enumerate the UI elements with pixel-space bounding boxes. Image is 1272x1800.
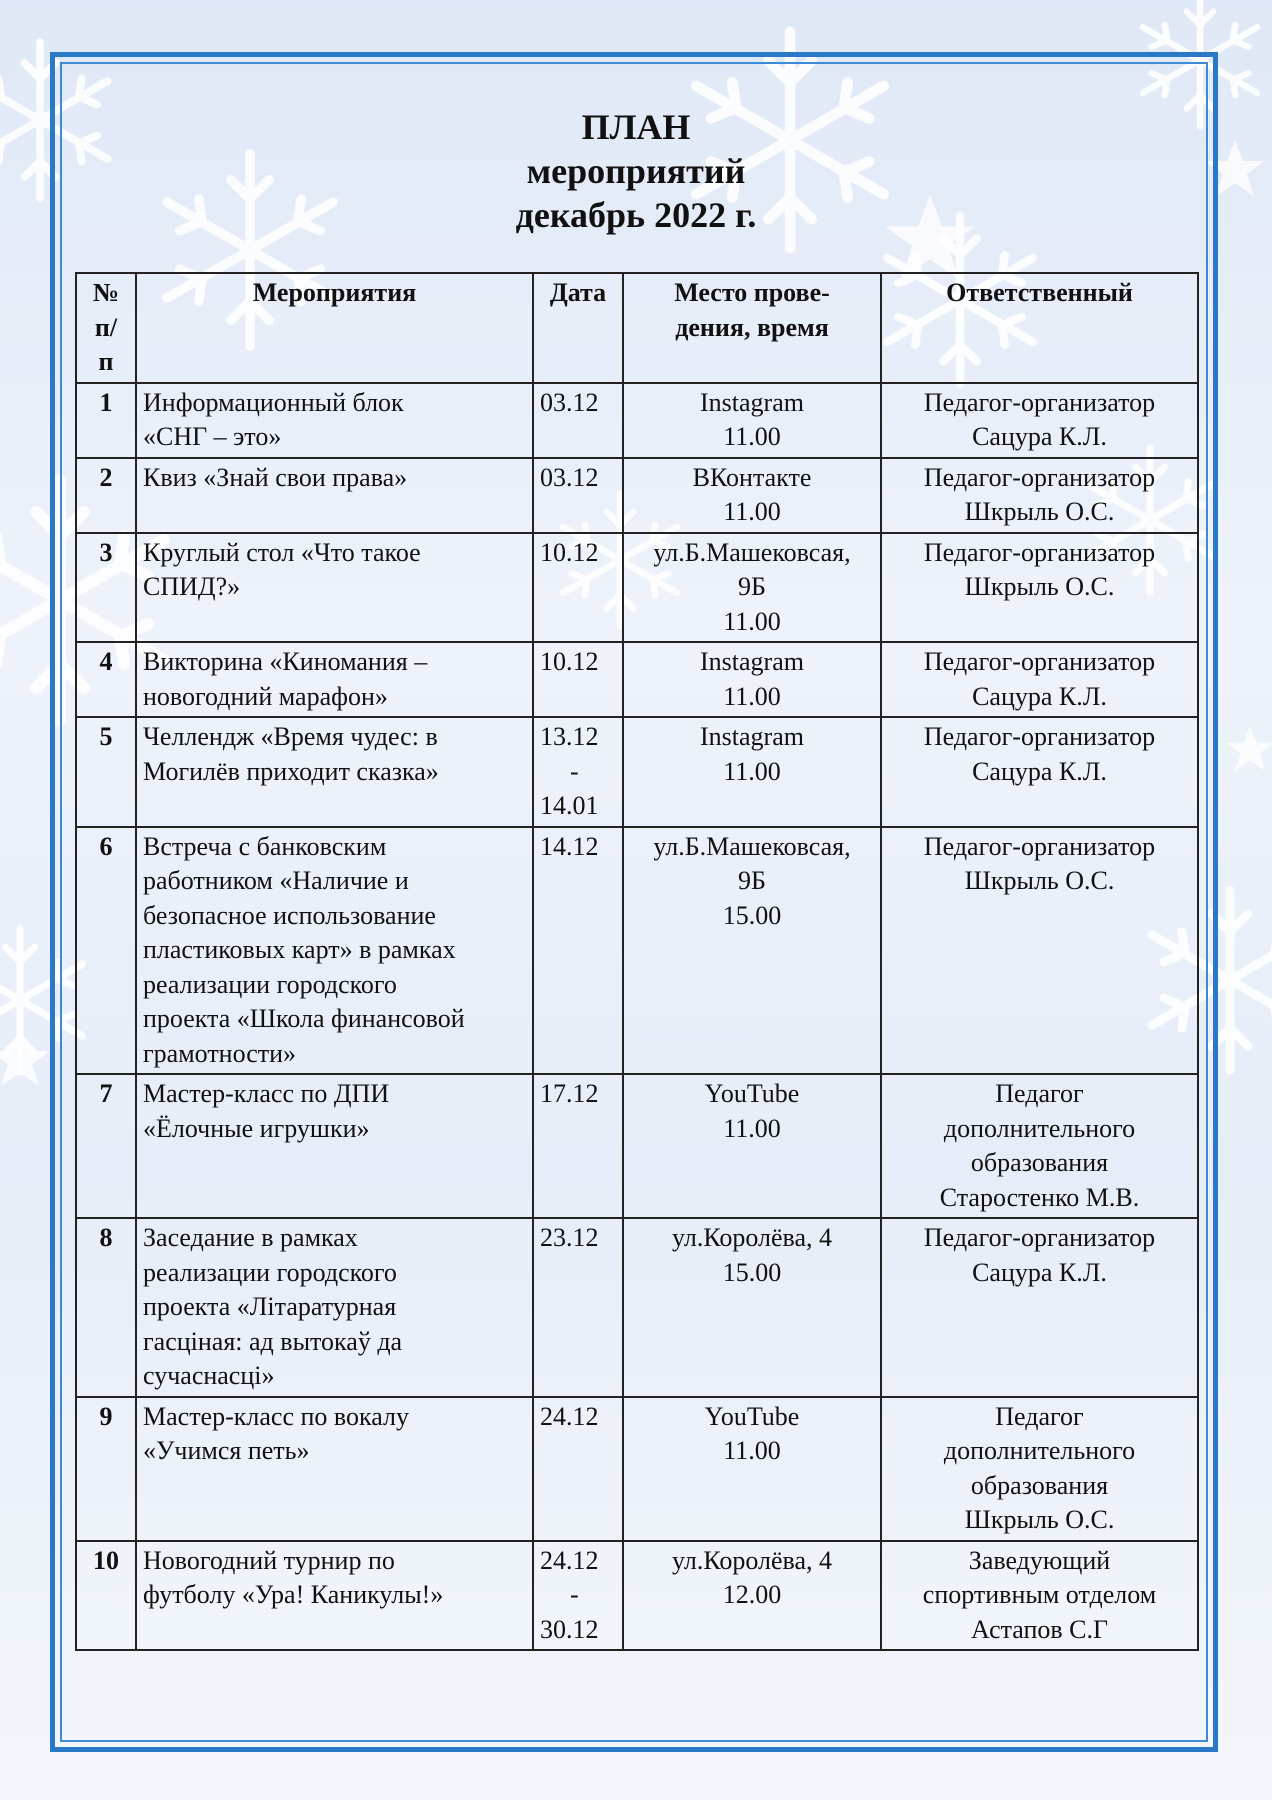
event-responsible-line: Сацура К.Л.: [972, 756, 1107, 786]
event-title: [136, 1541, 533, 1651]
event-title-line: Викторина «Киномания –: [143, 647, 428, 676]
event-responsible-line: Астапов С.Г: [970, 1614, 1109, 1644]
event-place-line: 11.00: [723, 606, 781, 636]
event-title: [136, 717, 533, 827]
title-line-2: мероприятий: [526, 151, 746, 191]
event-title-line: проекта «Літаратурная: [143, 1292, 397, 1321]
event-date: [533, 642, 623, 717]
event-date: [533, 1397, 623, 1541]
header-event: Мероприятия: [136, 273, 533, 383]
row-number: 4: [76, 642, 136, 717]
event-date-line: 14.12: [540, 831, 599, 861]
event-place-line: YouTube: [704, 1401, 800, 1431]
event-responsible-line: Шкрыль О.С.: [964, 866, 1115, 895]
event-responsible-line: Педагог: [995, 1079, 1084, 1108]
event-responsible-line: Заведующий: [968, 1545, 1111, 1575]
event-title-line: «СНГ – это»: [143, 422, 282, 451]
event-title-line: Заседание в рамках: [143, 1223, 358, 1252]
header-responsible: Ответственный: [881, 273, 1198, 383]
event-place-line: 11.00: [723, 1113, 781, 1143]
event-title-line: новогодний марафон»: [143, 681, 388, 711]
table-row: [76, 1218, 1198, 1397]
event-place: [623, 383, 881, 458]
event-responsible: [881, 1074, 1198, 1218]
event-title-line: Могилёв приходит сказка»: [143, 756, 439, 786]
event-responsible-line: Педагог-организатор: [923, 537, 1156, 567]
event-place-line: ул.Б.Машековсая,: [653, 831, 851, 861]
event-date-line: 10.12: [540, 537, 599, 567]
event-place-line: ул.Б.Машековсая,: [653, 537, 851, 567]
event-title-line: Новогодний турнир по: [143, 1545, 395, 1575]
event-date-line: -: [570, 1580, 579, 1609]
event-title: [136, 827, 533, 1075]
event-place: [623, 717, 881, 827]
row-number: 8: [76, 1218, 136, 1397]
event-date-line: 10.12: [540, 647, 599, 676]
event-place-line: ВКонтакте: [692, 462, 812, 492]
event-title-line: грамотности»: [143, 1038, 297, 1068]
event-responsible-line: дополнительного: [943, 1113, 1136, 1143]
event-place-line: 15.00: [722, 1257, 782, 1287]
event-title-line: Информационный блок: [143, 387, 404, 417]
header-place-line: дения, время: [675, 312, 829, 342]
event-responsible-line: Педагог-организатор: [923, 1223, 1156, 1252]
table-row: [76, 1397, 1198, 1541]
event-responsible-line: Педагог-организатор: [923, 831, 1156, 861]
event-responsible-line: Шкрыль О.С.: [964, 497, 1115, 526]
event-date-line: 24.12: [540, 1401, 599, 1431]
event-place-line: 11.00: [723, 422, 781, 451]
event-responsible: [881, 642, 1198, 717]
event-responsible-line: Педагог-организатор: [923, 462, 1156, 492]
event-place-line: Instagram: [700, 647, 804, 676]
event-title-line: Встреча с банковским: [143, 831, 387, 861]
row-number: 5: [76, 717, 136, 827]
event-date-line: 30.12: [540, 1614, 599, 1644]
event-title: [136, 642, 533, 717]
event-place-line: ул.Королёва, 4: [671, 1223, 833, 1252]
event-title-line: «Ёлочные игрушки»: [143, 1113, 370, 1143]
event-place-line: 9Б: [738, 866, 766, 895]
event-title-line: Челлендж «Время чудес: в: [143, 722, 438, 751]
row-number: 9: [76, 1397, 136, 1541]
event-responsible-line: Сацура К.Л.: [972, 1257, 1107, 1287]
event-date-line: 14.01: [540, 791, 599, 820]
row-number: 10: [76, 1541, 136, 1651]
event-responsible: [881, 1397, 1198, 1541]
event-title-line: Мастер-класс по вокалу: [143, 1401, 409, 1431]
table-row: [76, 383, 1198, 458]
event-place-line: 9Б: [738, 572, 766, 601]
plan-title: [0, 105, 1272, 237]
event-place-line: ул.Королёва, 4: [671, 1545, 833, 1575]
event-title-line: «Учимся петь»: [143, 1436, 310, 1465]
event-title-line: пластиковых карт» в рамках: [143, 935, 456, 964]
event-place-line: 11.00: [723, 681, 781, 711]
header-number: [76, 273, 136, 383]
event-place: [623, 827, 881, 1075]
event-responsible-line: Шкрыль О.С.: [964, 1505, 1115, 1534]
event-responsible: [881, 458, 1198, 533]
event-place-line: 11.00: [723, 1436, 781, 1465]
event-place-line: 15.00: [722, 900, 782, 930]
header-date: Дата: [533, 273, 623, 383]
event-title: [136, 458, 533, 533]
event-title: [136, 1074, 533, 1218]
event-responsible-line: Педагог: [995, 1401, 1084, 1431]
event-responsible: [881, 1218, 1198, 1397]
row-number: 2: [76, 458, 136, 533]
events-table: [75, 272, 1199, 1651]
header-number-line: п/: [94, 312, 118, 342]
header-number-line: п: [98, 347, 114, 376]
event-responsible-line: дополнительного: [943, 1436, 1136, 1465]
event-date: [533, 1541, 623, 1651]
event-place: [623, 1397, 881, 1541]
event-responsible-line: Педагог-организатор: [923, 647, 1156, 676]
event-place: [623, 642, 881, 717]
event-place: [623, 1218, 881, 1397]
event-responsible: [881, 383, 1198, 458]
event-title-line: Квиз «Знай свои права»: [143, 462, 408, 492]
event-date: [533, 827, 623, 1075]
event-place-line: 11.00: [723, 756, 781, 786]
event-responsible-line: Старостенко М.В.: [939, 1182, 1140, 1212]
table-row: [76, 1074, 1198, 1218]
event-title-line: безопасное использование: [143, 900, 436, 930]
event-title-line: сучаснасці»: [143, 1361, 275, 1390]
event-title-line: реализации городского: [143, 969, 397, 999]
event-title-line: гасціная: ад вытокаў да: [143, 1326, 403, 1356]
event-title-line: футболу «Ура! Каникулы!»: [143, 1580, 444, 1609]
table-row: [76, 642, 1198, 717]
event-title: [136, 1397, 533, 1541]
table-row: [76, 827, 1198, 1075]
event-title-line: проекта «Школа финансовой: [143, 1004, 465, 1033]
event-place-line: Instagram: [700, 387, 804, 417]
event-responsible-line: Сацура К.Л.: [972, 681, 1107, 711]
event-title-line: работником «Наличие и: [143, 866, 409, 895]
title-line-1: ПЛАН: [581, 107, 691, 147]
event-responsible-line: Педагог-организатор: [923, 722, 1156, 751]
event-date-line: 17.12: [540, 1079, 599, 1108]
event-title: [136, 533, 533, 643]
event-date-line: 03.12: [540, 462, 599, 492]
event-responsible: [881, 717, 1198, 827]
event-date-line: -: [570, 756, 579, 786]
table-row: [76, 533, 1198, 643]
event-date: [533, 458, 623, 533]
event-place: [623, 1541, 881, 1651]
header-place-line: Место прове-: [674, 278, 830, 307]
event-place-line: 11.00: [723, 497, 781, 526]
header-place: [623, 273, 881, 383]
event-responsible-line: образования: [970, 1148, 1109, 1177]
table-row: [76, 458, 1198, 533]
event-responsible: [881, 533, 1198, 643]
table-row: [76, 1541, 1198, 1651]
event-title: [136, 1218, 533, 1397]
event-place: [623, 533, 881, 643]
row-number: 1: [76, 383, 136, 458]
event-place-line: YouTube: [704, 1079, 800, 1108]
event-date-line: 24.12: [540, 1545, 599, 1575]
event-responsible-line: Сацура К.Л.: [972, 422, 1107, 451]
event-date: [533, 533, 623, 643]
table-row: [76, 717, 1198, 827]
event-responsible: [881, 827, 1198, 1075]
event-responsible-line: спортивным отделом: [922, 1580, 1157, 1609]
event-title-line: Мастер-класс по ДПИ: [143, 1079, 390, 1108]
event-title-line: реализации городского: [143, 1257, 397, 1287]
event-date: [533, 1074, 623, 1218]
event-date-line: 03.12: [540, 387, 599, 417]
event-title: [136, 383, 533, 458]
header-number-line: №: [92, 278, 120, 307]
event-responsible-line: образования: [970, 1470, 1109, 1500]
event-date: [533, 717, 623, 827]
event-title-line: Круглый стол «Что такое: [143, 537, 421, 567]
event-title-line: СПИД?»: [143, 572, 241, 601]
table-header-row: [76, 273, 1198, 383]
row-number: 6: [76, 827, 136, 1075]
event-responsible-line: Шкрыль О.С.: [964, 572, 1115, 601]
event-date-line: 13.12: [540, 722, 599, 751]
event-place: [623, 458, 881, 533]
event-date: [533, 1218, 623, 1397]
event-responsible: [881, 1541, 1198, 1651]
table-body: [76, 383, 1198, 1651]
event-responsible-line: Педагог-организатор: [923, 387, 1156, 417]
row-number: 3: [76, 533, 136, 643]
row-number: 7: [76, 1074, 136, 1218]
event-date: [533, 383, 623, 458]
event-date-line: 23.12: [540, 1223, 599, 1252]
title-line-3: декабрь 2022 г.: [515, 195, 757, 235]
event-place: [623, 1074, 881, 1218]
event-place-line: Instagram: [700, 722, 804, 751]
event-place-line: 12.00: [722, 1580, 782, 1609]
